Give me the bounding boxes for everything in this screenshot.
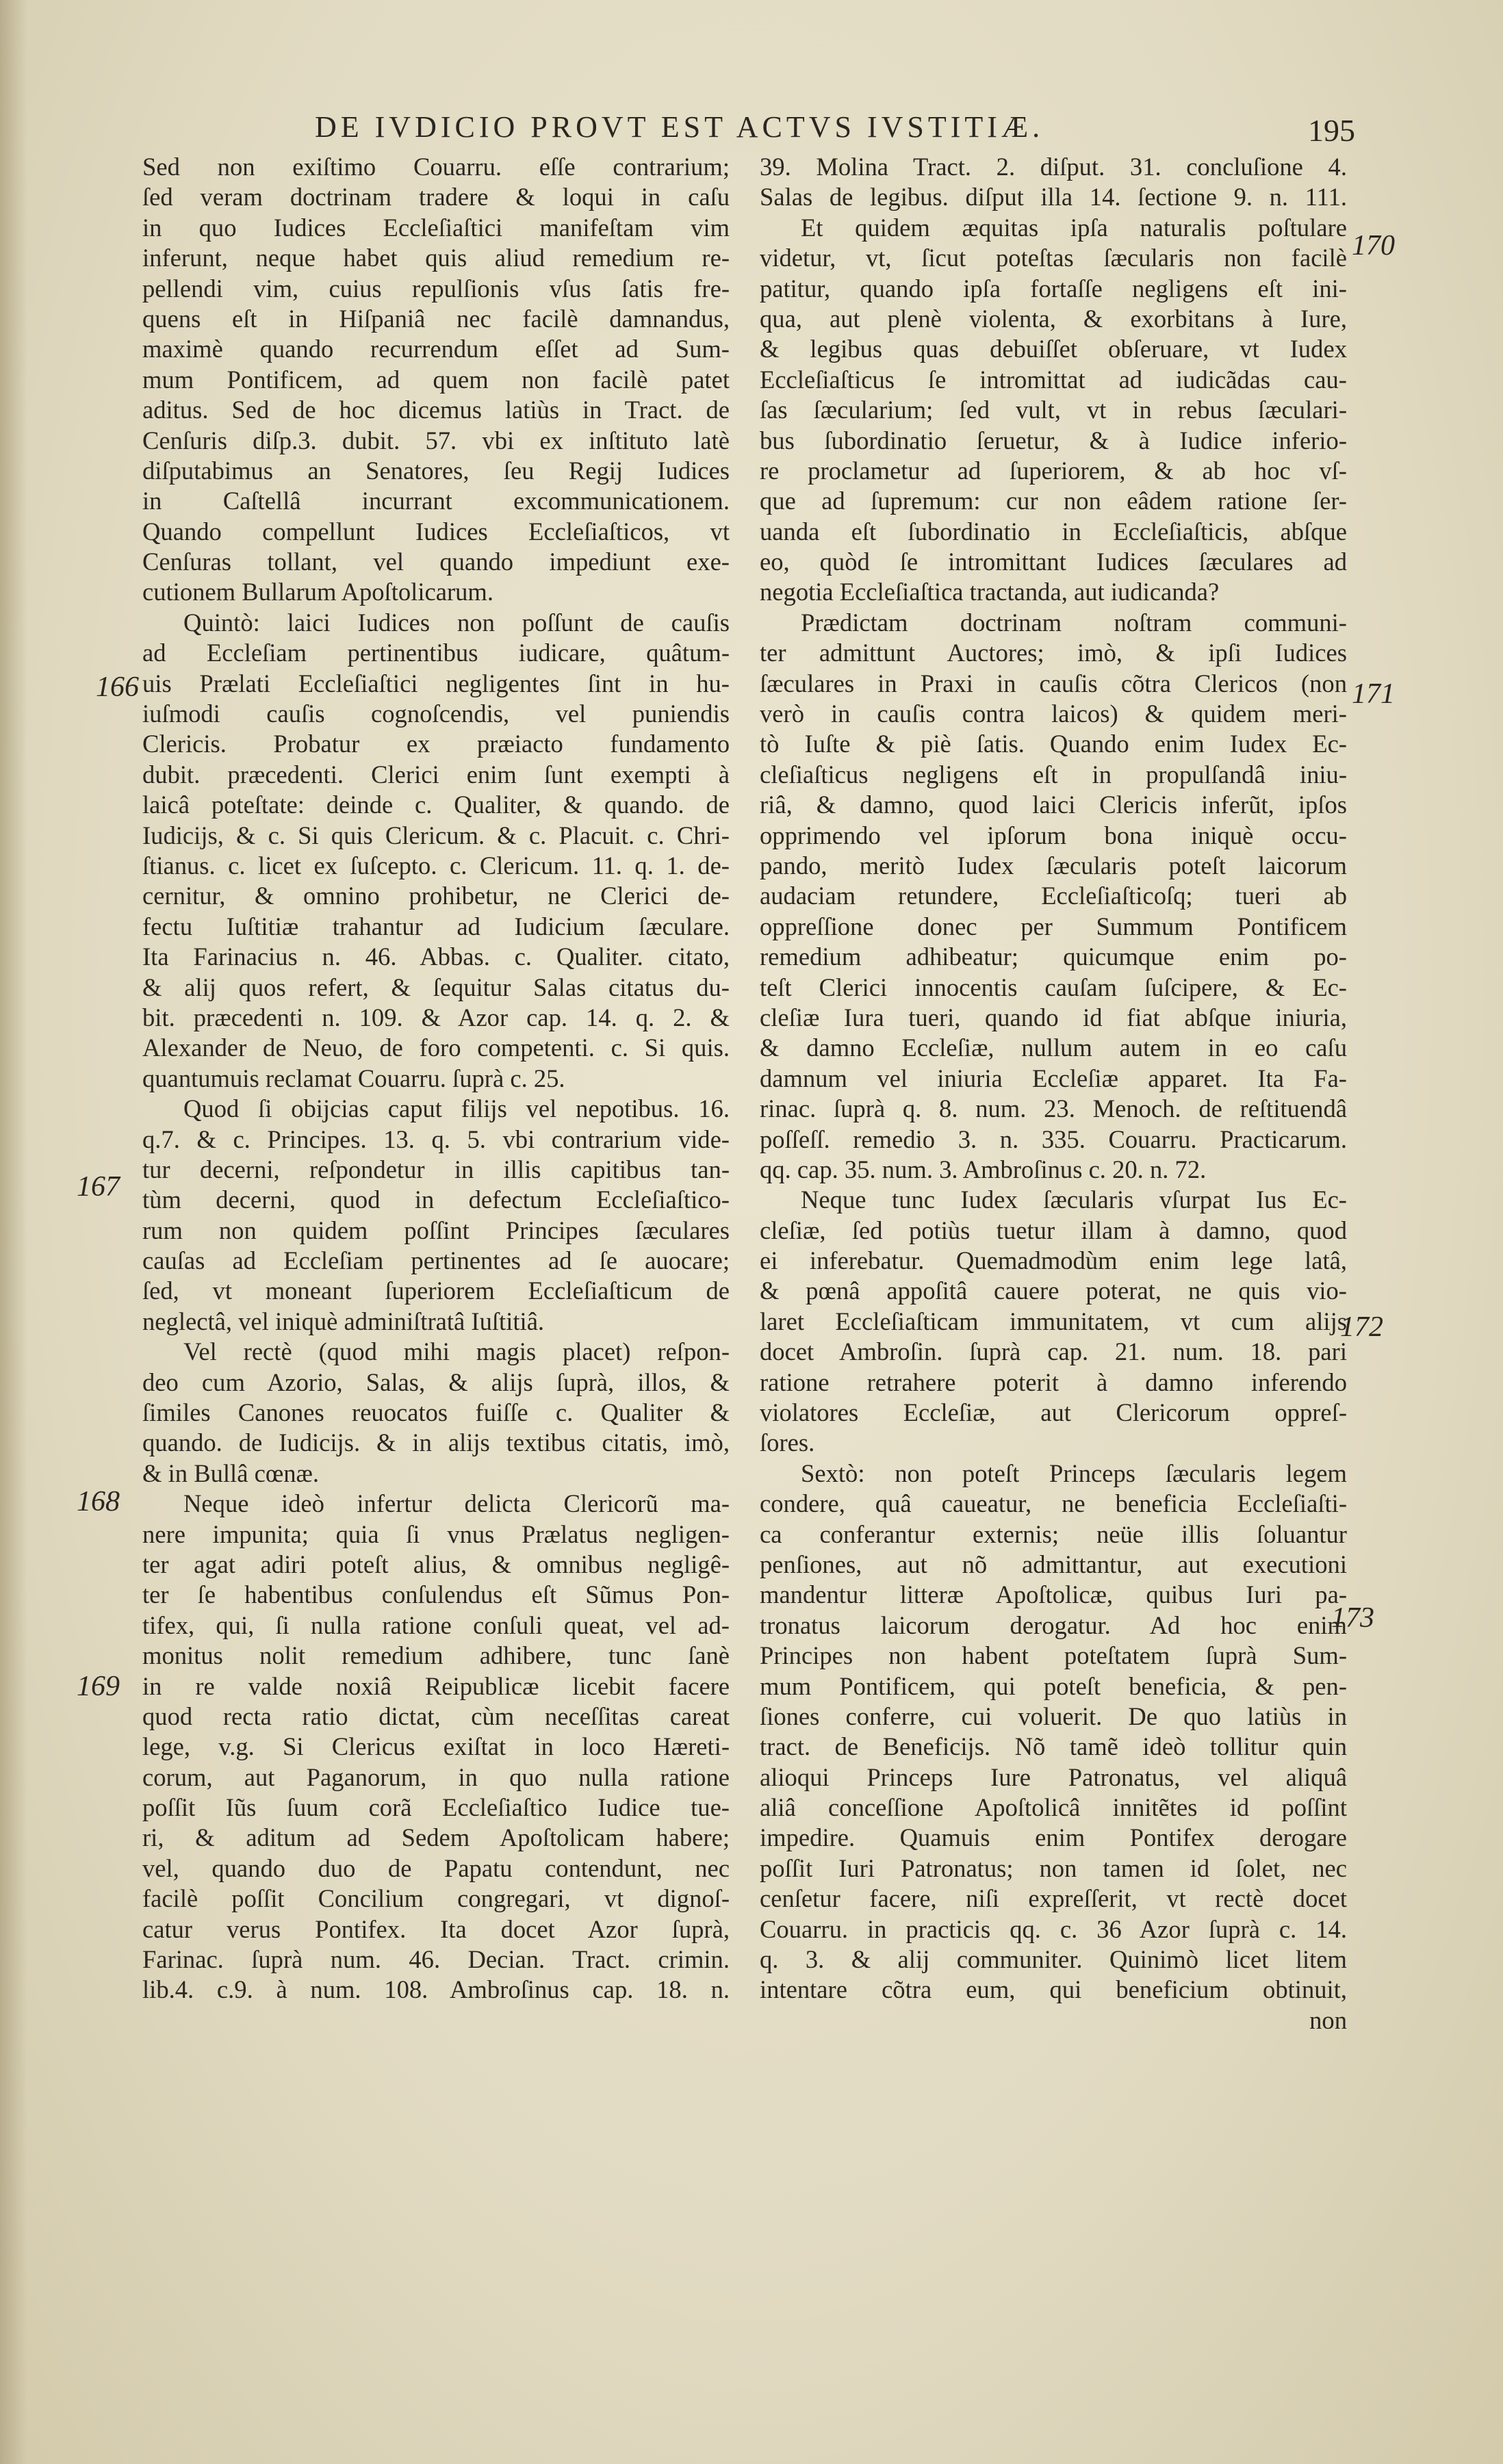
margin-number-166: 166 xyxy=(96,671,139,703)
right-column xyxy=(760,152,1347,2036)
text-line: Et quidem æquitas ipſa naturalis poſtulare xyxy=(801,213,1347,242)
text-line: nere impunita; quia ſi vnus Prælatus negligen- xyxy=(142,1519,730,1548)
text-line: Ita Farinacius n. 46. Abbas. c. Qualiter. citato, xyxy=(142,942,730,971)
text-line: tract. de Beneficijs. Nõ tamẽ ideò tollitur quin xyxy=(760,1732,1347,1761)
text-line: quens eſt in Hiſpaniâ nec facilè damnandus, xyxy=(142,304,730,333)
text-line: damnum vel iniuria Eccleſiæ apparet. Ita Fa- xyxy=(760,1064,1347,1092)
margin-number-167: 167 xyxy=(77,1171,120,1203)
text-line: & in Bullâ cœnæ. xyxy=(142,1459,320,1487)
text-line: facilè poſſit Concilium congregari, vt dignoſ- xyxy=(142,1884,730,1913)
text-line: quantumuis reclamat Couarru. ſuprà c. 25. xyxy=(142,1064,565,1092)
text-line: cenſetur facere, niſi expreſſerit, vt rectè docet xyxy=(760,1884,1347,1913)
margin-number-170: 170 xyxy=(1352,230,1395,261)
text-line: in re valde noxiâ Reipublicæ licebit facere xyxy=(142,1671,730,1700)
left-column xyxy=(142,152,730,2005)
text-line: tur decerni, reſpondetur in illis capitibus tan- xyxy=(142,1155,730,1183)
text-line: cleſiæ Iura tueri, quando id fiat abſque iniuria, xyxy=(760,1003,1347,1031)
text-line: ſed veram doctrinam tradere & loqui in caſu xyxy=(142,183,730,211)
text-line: inferunt, neque habet quis aliud remedium re- xyxy=(142,244,730,272)
text-line: Alexander de Neuo, de foro competenti. c. Si quis. xyxy=(142,1034,730,1062)
text-line: violatores Eccleſiæ, aut Clericorum oppreſ- xyxy=(760,1398,1347,1427)
text-line: lib.4. c.9. à num. 108. Ambroſinus cap. 18. n. xyxy=(142,1975,730,2004)
text-line: cauſas ad Eccleſiam pertinentes ad ſe auocare; xyxy=(142,1246,730,1275)
text-line: ter admittunt Auctores; imò, & ipſi Iudices xyxy=(760,639,1347,667)
text-line: quando. de Iudicijs. & in alijs textibus citatis, imò, xyxy=(142,1428,730,1457)
margin-number-168: 168 xyxy=(77,1486,120,1517)
page-number: 195 xyxy=(1308,113,1355,148)
text-line: videtur, vt, ſicut poteſtas ſæcularis non facilè xyxy=(760,244,1347,272)
text-line: ſæculares in Praxi in cauſis cõtra Clericos (non xyxy=(760,669,1347,697)
text-line: ratione retrahere poterit à damno inferendo xyxy=(760,1368,1347,1396)
text-line: laicâ poteſtate: deinde c. Qualiter, & quando. de xyxy=(142,791,730,819)
text-line: tùm decerni, quod in defectum Eccleſiaſtico- xyxy=(142,1185,730,1214)
text-line: Eccleſiaſticus ſe intromittat ad iudicãdas cau- xyxy=(760,365,1347,394)
text-line: Prædictam doctrinam noſtram communi- xyxy=(801,608,1347,637)
text-line: Cenſuras tollant, vel quando impediunt exe- xyxy=(142,548,730,576)
text-line: negotia Eccleſiaſtica tractanda, aut iudicanda? xyxy=(760,578,1220,606)
text-line: qq. cap. 35. num. 3. Ambroſinus c. 20. n. 72. xyxy=(760,1155,1207,1183)
text-line: in quo Iudices Eccleſiaſtici manifeſtam vim xyxy=(142,213,730,242)
text-line: ri, & aditum ad Sedem Apoſtolicam habere; xyxy=(142,1823,730,1852)
text-line: Cenſuris diſp.3. dubit. 57. vbi ex inſtituto latè xyxy=(142,426,730,454)
text-line: audaciam retundere, Eccleſiaſticoſq; tueri ab xyxy=(760,882,1347,910)
text-line: Iudicijs, & c. Si quis Clericum. & c. Placuit. c. Chri- xyxy=(142,821,730,849)
text-line: bus ſubordinatio ſeruetur, & à Iudice inferio- xyxy=(760,426,1347,454)
text-line: fectu Iuſtitiæ trahantur ad Iudicium ſæculare. xyxy=(142,912,730,940)
text-line: pellendi vim, cuius repulſionis vſus ſatis fre- xyxy=(142,274,730,303)
text-line: ſas ſæcularium; ſed vult, vt in rebus ſæculari- xyxy=(760,396,1347,424)
text-line: non xyxy=(1309,2005,1347,2034)
text-line: rum non quidem poſſint Principes ſæculares xyxy=(142,1216,730,1244)
text-line: corum, aut Paganorum, in quo nulla ratione xyxy=(142,1762,730,1791)
text-line: Quod ſi obijcias caput filijs vel nepotibus. 16. xyxy=(183,1094,730,1123)
text-line: tifex, qui, ſi nulla ratione conſuli queat, vel ad- xyxy=(142,1610,730,1639)
text-line: ſtianus. c. licet ex ſuſcepto. c. Clericum. 11. q. 1. de- xyxy=(142,851,730,880)
text-line: uanda eſt ſubordinatio in Eccleſiaſticis, abſque xyxy=(760,517,1347,546)
text-line: Neque tunc Iudex ſæcularis vſurpat Ius Ec- xyxy=(801,1185,1347,1214)
text-line: lege, v.g. Si Clericus exiſtat in loco Hæreti- xyxy=(142,1732,730,1761)
text-line: Principes non habent poteſtatem ſuprà Sum- xyxy=(760,1641,1347,1670)
text-line: poſſit Iuri Patronatus; non tamen id ſolet, nec xyxy=(760,1853,1347,1882)
text-line: catur verus Pontifex. Ita docet Azor ſuprà, xyxy=(142,1914,730,1943)
margin-number-169: 169 xyxy=(77,1671,120,1702)
text-line: ei inferebatur. Quemadmodùm enim lege latâ, xyxy=(760,1246,1347,1275)
text-line: & legibus quas debuiſſet obſeruare, vt Iudex xyxy=(760,335,1347,363)
text-line: rinac. ſuprà q. 8. num. 23. Menoch. de reſtituendâ xyxy=(760,1094,1347,1123)
text-line: dubit. præcedenti. Clerici enim ſunt exempti à xyxy=(142,760,730,788)
margin-number-172: 172 xyxy=(1340,1311,1383,1343)
text-line: laret Eccleſiaſticam immunitatem, vt cum alijs xyxy=(760,1307,1347,1335)
text-line: intentare cõtra eum, qui beneficium obtinuit, xyxy=(760,1975,1347,2004)
running-header xyxy=(315,103,1355,151)
margin-number-171: 171 xyxy=(1352,678,1395,710)
text-line: tò Iuſte & piè ſatis. Quando enim Iudex Ec- xyxy=(760,730,1347,758)
running-title: DE IVDICIO PROVT EST ACTVS IVSTITIÆ. xyxy=(315,110,1044,144)
text-line: ſed, vt moneant ſuperiorem Eccleſiaſticum de xyxy=(142,1276,730,1305)
text-line: deo cum Azorio, Salas, & alijs ſuprà, illos, & xyxy=(142,1368,730,1396)
text-line: eo, quòd ſe intromittant Iudices ſæculares ad xyxy=(760,548,1347,576)
text-line: & pœnâ appoſitâ cauere poterat, ne quis vio- xyxy=(760,1276,1347,1305)
text-line: teſt Clerici innocentis cauſam ſuſcipere, & Ec- xyxy=(760,973,1347,1001)
text-line: patitur, quando ipſa fortaſſe negligens eſt ini- xyxy=(760,274,1347,303)
text-line: in Caſtellâ incurrant excommunicationem. xyxy=(142,487,730,515)
text-line: penſiones, aut nõ admittantur, aut executioni xyxy=(760,1550,1347,1578)
text-line: iuſmodi cauſis cognoſcendis, vel puniendis xyxy=(142,700,730,728)
text-line: oppreſſione donec per Summum Pontificem xyxy=(760,912,1347,940)
text-line: opprimendo vel ipſorum bona iniquè occu- xyxy=(760,821,1347,849)
text-line: Salas de legibus. diſput illa 14. ſectione 9. n. 111. xyxy=(760,183,1347,211)
text-line: Vel rectè (quod mihi magis placet) reſpon- xyxy=(183,1337,730,1366)
text-line: re proclametur ad ſuperiorem, & ab hoc vſ- xyxy=(760,456,1347,485)
text-line: neglectâ, vel iniquè adminiſtratâ Iuſtitiâ. xyxy=(142,1307,545,1335)
text-line: & damno Eccleſiæ, nullum autem in eo caſu xyxy=(760,1034,1347,1062)
text-line: & alij quos refert, & ſequitur Salas citatus du- xyxy=(142,973,730,1001)
text-line: poſſeſſ. remedio 3. n. 335. Couarru. Practicarum. xyxy=(760,1125,1347,1153)
text-line: mandentur litteræ Apoſtolicæ, quibus Iuri pa- xyxy=(760,1580,1347,1609)
text-line: cernitur, & omnino prohibetur, ne Clerici de- xyxy=(142,882,730,910)
text-line: condere, quâ caueatur, ne beneficia Eccleſiaſti- xyxy=(760,1489,1347,1518)
text-line: tronatus laicorum derogatur. Ad hoc enim xyxy=(760,1610,1347,1639)
text-line: riâ, & damno, quod laici Clericis inferũt, ipſos xyxy=(760,791,1347,819)
text-line: Farinac. ſuprà num. 46. Decian. Tract. crimin. xyxy=(142,1945,730,1974)
text-line: verò in cauſis contra laicos) & quidem meri- xyxy=(760,700,1347,728)
text-line: q.7. & c. Principes. 13. q. 5. vbi contrarium vide- xyxy=(142,1125,730,1153)
text-line: aditus. Sed de hoc dicemus latiùs in Tract. de xyxy=(142,396,730,424)
text-line: aliâ conceſſione Apoſtolicâ innitẽtes id poſſint xyxy=(760,1793,1347,1822)
text-line: ter ſe habentibus conſulendus eſt Sũmus Pon- xyxy=(142,1580,730,1609)
text-line: ſiones conferre, cui voluerit. De quo latiùs in xyxy=(760,1702,1347,1730)
text-line: monitus nolit remedium adhibere, tunc ſanè xyxy=(142,1641,730,1670)
text-line: 39. Molina Tract. 2. diſput. 31. concluſione 4. xyxy=(760,153,1347,181)
text-line: cleſiaſticus negligens eſt in propulſandâ iniu- xyxy=(760,760,1347,788)
text-line: cutionem Bullarum Apoſtolicarum. xyxy=(142,578,494,606)
margin-number-173: 173 xyxy=(1331,1602,1374,1634)
text-line: pando, meritò Iudex ſæcularis poteſt laicorum xyxy=(760,851,1347,880)
text-line: remedium adhibeatur; quicumque enim po- xyxy=(760,942,1347,971)
page-edge-shadow xyxy=(0,0,27,2464)
text-line: ca conferantur externis; neüe illis ſoluantur xyxy=(760,1519,1347,1548)
text-line: quod recta ratio dictat, cùm neceſſitas careat xyxy=(142,1702,730,1730)
text-line: Quintò: laici Iudices non poſſunt de cauſis xyxy=(183,608,730,637)
text-line: ter agat adiri poteſt alius, & omnibus negligê- xyxy=(142,1550,730,1578)
text-line: qua, aut plenè violenta, & exorbitans à Iure, xyxy=(760,304,1347,333)
text-line: Neque ideò infertur delicta Clericorũ ma- xyxy=(183,1489,730,1518)
text-line: poſſit Iũs ſuum corã Eccleſiaſtico Iudice tue- xyxy=(142,1793,730,1822)
text-line: Couarru. in practicis qq. c. 36 Azor ſuprà c. 14. xyxy=(760,1914,1347,1943)
text-line: ſimiles Canones reuocatos fuiſſe c. Qualiter & xyxy=(142,1398,730,1427)
text-line: mum Pontificem, qui poteſt beneficia, & pen- xyxy=(760,1671,1347,1700)
text-line: Sed non exiſtimo Couarru. eſſe contrarium; xyxy=(142,153,730,181)
text-line: bit. præcedenti n. 109. & Azor cap. 14. q. 2. & xyxy=(142,1003,730,1031)
text-line: que ad ſupremum: cur non eâdem ratione ſer- xyxy=(760,487,1347,515)
text-line: Clericis. Probatur ex præiacto fundamento xyxy=(142,730,730,758)
text-line: docet Ambroſin. ſuprà cap. 21. num. 18. pari xyxy=(760,1337,1347,1366)
text-line: cleſiæ, ſed potiùs tuetur illam à damno, quod xyxy=(760,1216,1347,1244)
text-line: ad Eccleſiam pertinentibus iudicare, quâtum- xyxy=(142,639,730,667)
text-line: ſores. xyxy=(760,1428,815,1457)
text-line: diſputabimus an Senatores, ſeu Regij Iudices xyxy=(142,456,730,485)
text-line: alioqui Princeps Iure Patronatus, vel aliquâ xyxy=(760,1762,1347,1791)
text-line: maximè quando recurrendum eſſet ad Sum- xyxy=(142,335,730,363)
text-line: uis Prælati Eccleſiaſtici negligentes ſint in hu- xyxy=(142,669,730,697)
text-line: mum Pontificem, ad quem non facilè patet xyxy=(142,365,730,394)
text-line: Quando compellunt Iudices Eccleſiaſticos, vt xyxy=(142,517,730,546)
text-line: Sextò: non poteſt Princeps ſæcularis legem xyxy=(801,1459,1347,1487)
text-line: vel, quando duo de Papatu contendunt, nec xyxy=(142,1853,730,1882)
text-line: q. 3. & alij communiter. Quinimò licet litem xyxy=(760,1945,1347,1974)
text-line: impedire. Quamuis enim Pontifex derogare xyxy=(760,1823,1347,1852)
